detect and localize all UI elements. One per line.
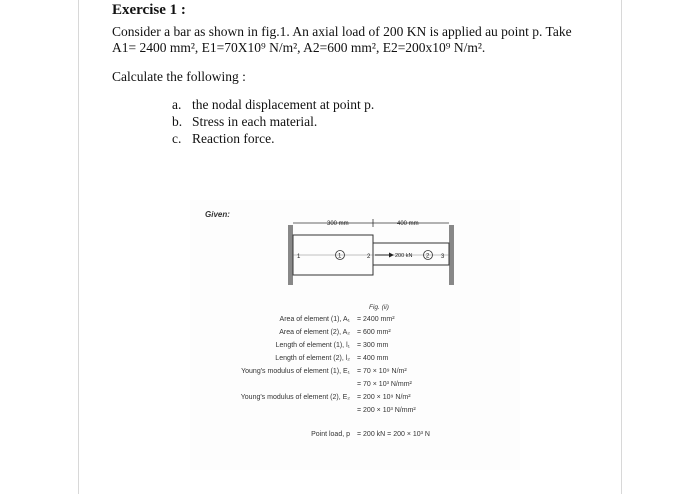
list-item-label: b. — [172, 114, 183, 129]
calculate-heading: Calculate the following : — [112, 69, 246, 84]
left-margin — [0, 0, 79, 494]
list-item — [172, 96, 374, 113]
node-1: 1 — [297, 254, 301, 260]
exercise-title: Exercise 1 : — [112, 2, 186, 18]
dim-400: 400 mm — [397, 221, 419, 227]
given-label-row: Area of element (1), A₁ — [279, 316, 350, 323]
right-wall — [449, 225, 454, 285]
given-label-row: Area of element (2), A₂ — [279, 329, 350, 336]
dim-300: 300 mm — [327, 221, 349, 227]
intro-line-1: Consider a bar as shown in fig.1. An axial load of 200 KN is applied au point p. Take — [112, 24, 572, 39]
intro-line-2: A1= 2400 mm², E1=70X10⁹ N/m², A2=600 mm², E2=200x10⁹ N/m². — [112, 40, 486, 55]
given-label-row: Young's modulus of element (2), E₂ — [240, 394, 350, 401]
given-value-row: = 600 mm² — [357, 329, 391, 336]
given-value-row: = 70 × 10³ N/mm² — [357, 381, 412, 388]
list-item-text: Reaction force. — [192, 131, 275, 146]
given-value-row: = 200 kN = 200 × 10³ N — [357, 431, 430, 438]
element-1-number: 1 — [338, 253, 342, 260]
list-item — [172, 113, 374, 130]
left-wall — [288, 225, 293, 285]
figure-caption: Fig. (ii) — [369, 304, 389, 311]
list-item-text: Stress in each material. — [192, 114, 318, 129]
element-2-number: 2 — [426, 253, 430, 260]
list-item — [172, 130, 374, 147]
given-value-row: = 2400 mm² — [357, 316, 395, 323]
load-label: 200 kN — [395, 253, 413, 259]
given-value-row: = 300 mm — [357, 342, 389, 349]
given-label-row: Length of element (2), l₂ — [275, 355, 350, 362]
problem-statement — [112, 24, 612, 56]
list-item-label: a. — [172, 97, 182, 112]
given-value-row: = 400 mm — [357, 355, 389, 362]
node-3: 3 — [441, 254, 445, 260]
given-label-row: Point load, p — [311, 431, 350, 438]
given-value-row: = 200 × 10⁹ N/m² — [357, 394, 411, 401]
given-value-row: = 70 × 10⁹ N/m² — [357, 368, 407, 375]
list-item-text: the nodal displacement at point p. — [192, 97, 375, 112]
given-value-row: = 200 × 10³ N/mm² — [357, 407, 416, 414]
task-list — [172, 96, 374, 147]
given-label: Given: — [205, 210, 230, 219]
node-2: 2 — [367, 254, 371, 260]
given-label-row: Length of element (1), l₁ — [275, 342, 350, 349]
list-item-label: c. — [172, 131, 182, 146]
bar-figure — [285, 215, 460, 295]
right-margin — [621, 0, 700, 494]
given-label-row: Young's modulus of element (1), E₁ — [241, 368, 350, 375]
